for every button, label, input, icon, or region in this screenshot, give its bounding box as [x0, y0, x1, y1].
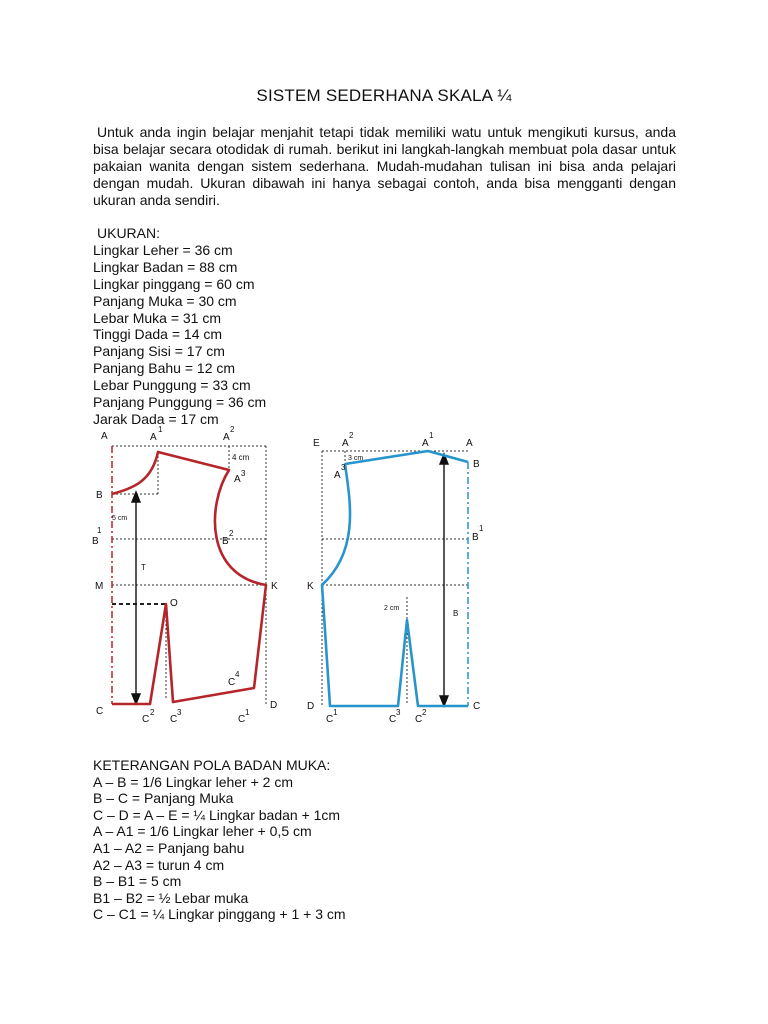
measurement-item: Lingkar Badan = 88 cm [93, 258, 238, 275]
measurement-item: Panjang Punggung = 36 cm [93, 394, 267, 411]
back-pattern-outline [322, 451, 468, 706]
legend-item: B – B1 = 5 cm [93, 873, 182, 890]
legend-item: A – A1 = 1/6 Lingkar leher + 0,5 cm [93, 823, 312, 840]
label-C1-sup: 1 [333, 708, 338, 717]
measurement-item: Panjang Muka = 30 cm [93, 292, 237, 309]
measurement-item: Panjang Sisi = 17 cm [93, 343, 225, 360]
label-A: A [101, 431, 108, 442]
measurement-item: Tinggi Dada = 14 cm [93, 326, 223, 343]
label-B-mid: B [453, 609, 459, 618]
label-B1: B [472, 532, 479, 543]
legend-item: A2 – A3 = turun 4 cm [93, 856, 225, 873]
label-C: C [96, 706, 104, 717]
measurement-heading: UKURAN: [97, 225, 161, 241]
legend-item: C – D = A – E = ¼ Lingkar badan + 1cm [93, 806, 341, 823]
label-C2: C [415, 714, 423, 725]
label-A1-sup: 1 [429, 431, 434, 440]
label-B1-sup: 1 [479, 524, 484, 533]
label-C3: C [389, 714, 397, 725]
label-A2-sup: 2 [230, 425, 235, 434]
label-T: T [141, 563, 146, 572]
pattern-legend [93, 757, 346, 923]
label-5cm: 5 cm [112, 515, 128, 522]
label-K: K [307, 581, 314, 592]
label-D: D [270, 700, 278, 711]
label-A3-sup: 3 [341, 463, 346, 472]
label-3cm: 3 cm [348, 455, 364, 462]
label-A3-sup: 3 [241, 469, 246, 478]
label-C1-sup: 1 [245, 708, 250, 717]
label-C2: C [142, 714, 150, 725]
back-bodice-pattern [305, 424, 490, 729]
front-pattern-outline [112, 452, 266, 704]
label-A1: A [422, 438, 429, 449]
legend-item: A – B = 1/6 Lingkar leher + 2 cm [93, 773, 294, 790]
label-C1: C [238, 714, 246, 725]
legend-heading: KETERANGAN POLA BADAN MUKA: [93, 757, 331, 773]
label-C2-sup: 2 [422, 708, 427, 717]
label-D: D [307, 701, 315, 712]
label-C4-sup: 4 [235, 670, 240, 679]
measurement-item: Panjang Bahu = 12 cm [93, 360, 236, 377]
label-C3-sup: 3 [396, 708, 401, 717]
label-B2-sup: 2 [229, 529, 234, 538]
measurement-list [93, 225, 266, 428]
label-C: C [473, 701, 481, 712]
label-K: K [271, 581, 278, 592]
label-A1: A [150, 432, 157, 443]
measurement-item: Lingkar pinggang = 60 cm [93, 275, 255, 292]
legend-item: B – C = Panjang Muka [93, 790, 234, 807]
label-A2: A [223, 432, 230, 443]
label-B2: B [222, 536, 229, 547]
label-A2: A [342, 438, 349, 449]
label-A3: A [334, 470, 341, 481]
measurement-item: Jarak Dada = 17 cm [93, 410, 219, 427]
label-B1-sup: 1 [97, 526, 102, 535]
label-C3-sup: 3 [177, 708, 182, 717]
intro-paragraph [93, 124, 676, 209]
measurement-item: Lebar Muka = 31 cm [93, 309, 222, 326]
label-C2-sup: 2 [150, 708, 155, 717]
label-A1-sup: 1 [158, 425, 163, 434]
label-A2-sup: 2 [349, 431, 354, 440]
legend-item: B1 – B2 = ½ Lebar muka [93, 889, 249, 906]
label-M: M [95, 581, 104, 592]
label-B: B [96, 490, 103, 501]
label-E: E [313, 438, 320, 449]
label-C3: C [170, 714, 178, 725]
label-A3: A [234, 474, 241, 485]
intro-text: Untuk anda ingin belajar menjahit tetapi tidak memiliki watu untuk mengikuti kursus, anda bisa belajar secara otodidak di rumah. berikut ini langkah-langkah membuat pola dasar untuk pakaian wanita dengan sistem sederhana. Mudah-mudahan tulisan ini bisa anda pelajari dengan mudah. Ukuran dibawah ini hanya sebagai contoh, anda bisa mengganti dengan ukuran anda sendiri. [93, 124, 676, 208]
measurement-item: Lingkar Leher = 36 cm [93, 241, 233, 258]
page-title: SISTEM SEDERHANA SKALA ¼ [256, 86, 512, 105]
label-C1: C [326, 714, 334, 725]
measurement-item: Lebar Punggung = 33 cm [93, 377, 251, 394]
label-2cm: 2 cm [384, 605, 400, 612]
label-O: O [170, 598, 178, 609]
label-B: B [473, 459, 480, 470]
label-C4: C [228, 677, 236, 688]
label-A: A [466, 438, 473, 449]
label-B1: B [92, 536, 99, 547]
front-bodice-pattern [90, 424, 290, 729]
label-4cm: 4 cm [232, 453, 250, 462]
legend-item: C – C1 = ¼ Lingkar pinggang + 1 + 3 cm [93, 906, 346, 923]
legend-item: A1 – A2 = Panjang bahu [93, 839, 245, 856]
